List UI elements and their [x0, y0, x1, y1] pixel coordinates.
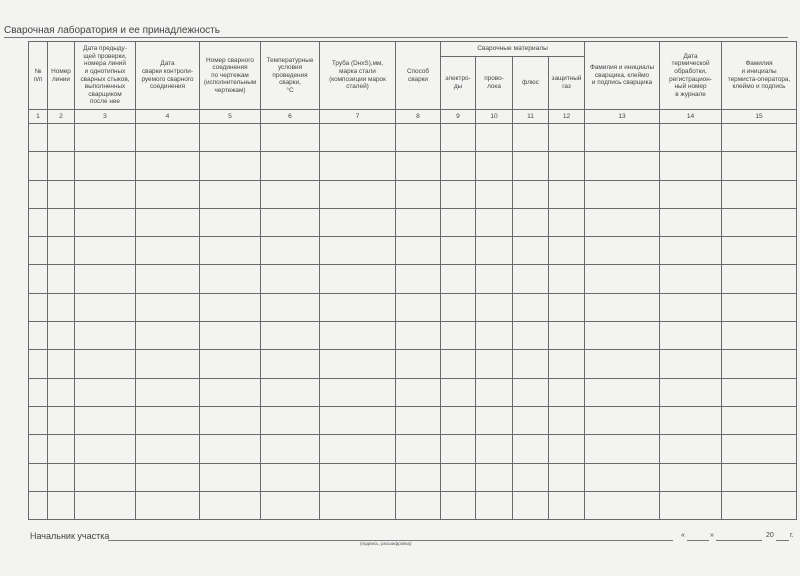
table-cell[interactable] — [722, 435, 797, 463]
table-cell[interactable] — [75, 491, 136, 519]
table-cell[interactable] — [549, 152, 585, 180]
table-cell[interactable] — [136, 406, 200, 434]
table-cell[interactable] — [29, 463, 48, 491]
table-row — [29, 124, 797, 152]
table-cell[interactable] — [660, 350, 722, 378]
table-cell[interactable] — [136, 265, 200, 293]
table-cell[interactable] — [261, 406, 320, 434]
table-cell[interactable] — [660, 265, 722, 293]
table-cell[interactable] — [549, 463, 585, 491]
table-cell[interactable] — [476, 350, 513, 378]
column-number: 15 — [722, 110, 797, 124]
table-cell[interactable] — [585, 435, 660, 463]
date-year-prefix: 20 — [766, 532, 774, 539]
table-cell[interactable] — [441, 237, 476, 265]
table-cell[interactable] — [476, 293, 513, 321]
table-cell[interactable] — [722, 322, 797, 350]
col-header-pipe-steel: Труба (DнхS),мм, марка стали (композиции марок сталей) — [320, 42, 396, 110]
table-row — [29, 152, 797, 180]
table-cell[interactable] — [136, 180, 200, 208]
table-cell[interactable] — [48, 322, 75, 350]
table-cell[interactable] — [320, 378, 396, 406]
table-cell[interactable] — [75, 265, 136, 293]
table-cell[interactable] — [585, 463, 660, 491]
col-header-number: № п/п — [29, 42, 48, 110]
table-cell[interactable] — [320, 463, 396, 491]
table-cell[interactable] — [75, 406, 136, 434]
table-cell[interactable] — [75, 350, 136, 378]
table-cell[interactable] — [585, 265, 660, 293]
col-header-welder: Фамилия и инициалы сварщика, клеймо и подпись сварщика — [585, 42, 660, 110]
table-cell[interactable] — [513, 463, 549, 491]
table-cell[interactable] — [585, 350, 660, 378]
table-cell[interactable] — [660, 435, 722, 463]
col-header-flux: флюс — [513, 57, 549, 110]
signature-caption: (подпись, расшифровка) — [360, 541, 412, 546]
table-cell[interactable] — [441, 152, 476, 180]
col-header-temperature: Температурные условия проведения сварки, °С — [261, 42, 320, 110]
table-cell[interactable] — [396, 322, 441, 350]
table-cell[interactable] — [261, 293, 320, 321]
table-cell[interactable] — [549, 491, 585, 519]
table-cell[interactable] — [261, 237, 320, 265]
table-cell[interactable] — [29, 406, 48, 434]
col-header-line-number: Номер линии — [48, 42, 75, 110]
table-cell[interactable] — [320, 208, 396, 236]
table-cell[interactable] — [660, 180, 722, 208]
table-cell[interactable] — [476, 463, 513, 491]
table-row — [29, 322, 797, 350]
table-cell[interactable] — [136, 491, 200, 519]
table-cell[interactable] — [261, 124, 320, 152]
table-row — [29, 265, 797, 293]
table-cell[interactable] — [75, 435, 136, 463]
table-cell[interactable] — [75, 237, 136, 265]
column-number-row — [29, 110, 797, 124]
table-cell[interactable] — [585, 152, 660, 180]
table-cell[interactable] — [320, 293, 396, 321]
section-title: Сварочная лаборатория и ее принадлежность — [4, 25, 220, 36]
table-cell[interactable] — [476, 435, 513, 463]
column-number: 10 — [476, 110, 513, 124]
table-cell[interactable] — [261, 350, 320, 378]
table-cell[interactable] — [29, 265, 48, 293]
table-cell[interactable] — [29, 152, 48, 180]
table-cell[interactable] — [48, 350, 75, 378]
table-cell[interactable] — [261, 208, 320, 236]
table-cell[interactable] — [513, 491, 549, 519]
table-row — [29, 378, 797, 406]
table-cell[interactable] — [513, 265, 549, 293]
table-cell[interactable] — [396, 124, 441, 152]
col-header-wire: прово- лока — [476, 57, 513, 110]
welding-journal-table — [28, 41, 797, 520]
table-row — [29, 491, 797, 519]
table-cell[interactable] — [513, 378, 549, 406]
table-cell[interactable] — [549, 378, 585, 406]
table-cell[interactable] — [200, 237, 261, 265]
table-cell[interactable] — [320, 406, 396, 434]
table-cell[interactable] — [722, 491, 797, 519]
table-cell[interactable] — [549, 237, 585, 265]
column-number: 12 — [549, 110, 585, 124]
table-cell[interactable] — [396, 463, 441, 491]
journal-body — [29, 110, 797, 520]
table-cell[interactable] — [200, 208, 261, 236]
table-cell[interactable] — [48, 406, 75, 434]
table-cell[interactable] — [549, 350, 585, 378]
table-cell[interactable] — [200, 152, 261, 180]
table-cell[interactable] — [136, 378, 200, 406]
table-cell[interactable] — [136, 124, 200, 152]
table-cell[interactable] — [48, 435, 75, 463]
table-row — [29, 180, 797, 208]
table-cell[interactable] — [200, 350, 261, 378]
table-cell[interactable] — [513, 350, 549, 378]
table-cell[interactable] — [585, 124, 660, 152]
table-cell[interactable] — [585, 237, 660, 265]
section-head-label: Начальник участка — [30, 531, 110, 541]
table-cell[interactable] — [29, 180, 48, 208]
date-year-suffix: г. — [790, 532, 794, 539]
table-cell[interactable] — [476, 322, 513, 350]
table-cell[interactable] — [396, 491, 441, 519]
table-cell[interactable] — [549, 124, 585, 152]
table-cell[interactable] — [722, 265, 797, 293]
table-cell[interactable] — [585, 378, 660, 406]
table-cell[interactable] — [441, 265, 476, 293]
table-cell[interactable] — [48, 152, 75, 180]
table-cell[interactable] — [476, 406, 513, 434]
table-cell[interactable] — [513, 152, 549, 180]
table-cell[interactable] — [396, 293, 441, 321]
table-cell[interactable] — [722, 463, 797, 491]
table-cell[interactable] — [261, 435, 320, 463]
table-cell[interactable] — [549, 293, 585, 321]
table-cell[interactable] — [29, 491, 48, 519]
table-cell[interactable] — [441, 124, 476, 152]
table-cell[interactable] — [396, 378, 441, 406]
table-cell[interactable] — [261, 463, 320, 491]
table-cell[interactable] — [722, 293, 797, 321]
table-cell[interactable] — [722, 208, 797, 236]
table-cell[interactable] — [476, 208, 513, 236]
table-cell[interactable] — [396, 152, 441, 180]
table-cell[interactable] — [722, 124, 797, 152]
table-cell[interactable] — [441, 406, 476, 434]
table-cell[interactable] — [585, 491, 660, 519]
table-cell[interactable] — [29, 322, 48, 350]
table-cell[interactable] — [29, 350, 48, 378]
table-cell[interactable] — [75, 208, 136, 236]
table-cell[interactable] — [549, 322, 585, 350]
table-cell[interactable] — [48, 237, 75, 265]
table-cell[interactable] — [48, 463, 75, 491]
table-cell[interactable] — [320, 152, 396, 180]
table-cell[interactable] — [396, 350, 441, 378]
table-cell[interactable] — [136, 463, 200, 491]
table-cell[interactable] — [513, 293, 549, 321]
table-cell[interactable] — [513, 180, 549, 208]
col-header-joint-number: Номер сварного соединения по чертежам (исполнительным чертежам) — [200, 42, 261, 110]
table-cell[interactable] — [476, 265, 513, 293]
table-cell[interactable] — [549, 208, 585, 236]
table-cell[interactable] — [660, 208, 722, 236]
table-cell[interactable] — [29, 293, 48, 321]
table-cell[interactable] — [200, 180, 261, 208]
column-number: 13 — [585, 110, 660, 124]
table-cell[interactable] — [585, 293, 660, 321]
table-cell[interactable] — [261, 491, 320, 519]
table-cell[interactable] — [476, 491, 513, 519]
table-cell[interactable] — [513, 322, 549, 350]
table-cell[interactable] — [660, 322, 722, 350]
table-cell[interactable] — [136, 350, 200, 378]
table-cell[interactable] — [660, 491, 722, 519]
table-cell[interactable] — [136, 293, 200, 321]
table-cell[interactable] — [320, 180, 396, 208]
title-underline — [4, 37, 788, 38]
table-cell[interactable] — [396, 265, 441, 293]
table-cell[interactable] — [320, 265, 396, 293]
table-cell[interactable] — [200, 378, 261, 406]
table-cell[interactable] — [441, 350, 476, 378]
table-cell[interactable] — [200, 293, 261, 321]
table-cell[interactable] — [513, 237, 549, 265]
table-cell[interactable] — [441, 435, 476, 463]
column-number: 14 — [660, 110, 722, 124]
table-cell[interactable] — [722, 237, 797, 265]
col-header-weld-method: Способ сварки — [396, 42, 441, 110]
table-cell[interactable] — [320, 435, 396, 463]
table-cell[interactable] — [75, 180, 136, 208]
table-cell[interactable] — [136, 237, 200, 265]
table-row — [29, 237, 797, 265]
table-cell[interactable] — [722, 378, 797, 406]
table-cell[interactable] — [320, 350, 396, 378]
table-cell[interactable] — [261, 152, 320, 180]
table-cell[interactable] — [136, 322, 200, 350]
table-cell[interactable] — [396, 406, 441, 434]
col-header-previous-check: Дата предыду- щей проверки, номера линий и однотипных сварных стыков, выполненных сварщиком после нее — [75, 42, 136, 110]
table-cell[interactable] — [513, 208, 549, 236]
col-header-heat-treatment: Дата термической обработки, регистрацион- ный номер в журнале — [660, 42, 722, 110]
column-number: 11 — [513, 110, 549, 124]
date-year-line — [776, 540, 789, 541]
table-cell[interactable] — [75, 293, 136, 321]
table-cell[interactable] — [29, 378, 48, 406]
table-cell[interactable] — [585, 180, 660, 208]
table-cell[interactable] — [722, 406, 797, 434]
table-row — [29, 406, 797, 434]
col-header-thermist: Фамилия и инициалы термиста-оператора, клеймо и подпись — [722, 42, 797, 110]
table-cell[interactable] — [441, 180, 476, 208]
table-cell[interactable] — [396, 208, 441, 236]
column-number: 7 — [320, 110, 396, 124]
table-cell[interactable] — [660, 406, 722, 434]
table-row — [29, 350, 797, 378]
column-number: 3 — [75, 110, 136, 124]
table-cell[interactable] — [585, 406, 660, 434]
table-cell[interactable] — [48, 124, 75, 152]
table-cell[interactable] — [660, 124, 722, 152]
table-cell[interactable] — [29, 124, 48, 152]
table-cell[interactable] — [722, 350, 797, 378]
table-cell[interactable] — [320, 322, 396, 350]
column-number: 9 — [441, 110, 476, 124]
table-row — [29, 293, 797, 321]
table-cell[interactable] — [48, 293, 75, 321]
date-month-line — [716, 540, 762, 541]
table-cell[interactable] — [549, 180, 585, 208]
table-cell[interactable] — [549, 406, 585, 434]
column-number: 4 — [136, 110, 200, 124]
table-cell[interactable] — [200, 463, 261, 491]
table-cell[interactable] — [513, 406, 549, 434]
table-cell[interactable] — [441, 208, 476, 236]
table-cell[interactable] — [660, 237, 722, 265]
table-cell[interactable] — [136, 435, 200, 463]
table-cell[interactable] — [136, 152, 200, 180]
table-cell[interactable] — [513, 124, 549, 152]
table-cell[interactable] — [75, 152, 136, 180]
table-cell[interactable] — [549, 265, 585, 293]
table-cell[interactable] — [549, 435, 585, 463]
column-number: 6 — [261, 110, 320, 124]
table-cell[interactable] — [660, 463, 722, 491]
table-cell[interactable] — [722, 180, 797, 208]
table-cell[interactable] — [396, 237, 441, 265]
table-cell[interactable] — [441, 378, 476, 406]
column-number: 5 — [200, 110, 261, 124]
table-cell[interactable] — [29, 435, 48, 463]
date-open-quote: « — [681, 532, 685, 539]
table-cell[interactable] — [722, 152, 797, 180]
table-cell[interactable] — [29, 208, 48, 236]
column-number: 1 — [29, 110, 48, 124]
table-cell[interactable] — [200, 406, 261, 434]
table-cell[interactable] — [75, 124, 136, 152]
table-cell[interactable] — [585, 208, 660, 236]
col-header-welding-materials: Сварочные материалы — [441, 42, 585, 57]
table-cell[interactable] — [320, 124, 396, 152]
table-cell[interactable] — [441, 491, 476, 519]
date-day-line — [687, 540, 709, 541]
table-cell[interactable] — [48, 265, 75, 293]
table-cell[interactable] — [660, 293, 722, 321]
table-cell[interactable] — [320, 491, 396, 519]
table-cell[interactable] — [585, 322, 660, 350]
table-cell[interactable] — [441, 293, 476, 321]
table-cell[interactable] — [261, 180, 320, 208]
table-cell[interactable] — [200, 435, 261, 463]
table-cell[interactable] — [48, 208, 75, 236]
table-cell[interactable] — [75, 463, 136, 491]
col-header-weld-date: Дата сварки контроли- руемого сварного соединения — [136, 42, 200, 110]
table-row — [29, 208, 797, 236]
table-cell[interactable] — [200, 124, 261, 152]
column-number: 8 — [396, 110, 441, 124]
table-cell[interactable] — [136, 208, 200, 236]
table-cell[interactable] — [200, 322, 261, 350]
column-number: 2 — [48, 110, 75, 124]
table-cell[interactable] — [200, 265, 261, 293]
table-cell[interactable] — [261, 378, 320, 406]
table-row — [29, 463, 797, 491]
table-cell[interactable] — [48, 180, 75, 208]
col-header-electrodes: электро- ды — [441, 57, 476, 110]
date-close-quote: » — [710, 532, 714, 539]
table-cell[interactable] — [441, 322, 476, 350]
table-cell[interactable] — [261, 265, 320, 293]
table-cell[interactable] — [660, 378, 722, 406]
table-cell[interactable] — [200, 491, 261, 519]
table-cell[interactable] — [48, 491, 75, 519]
table-row — [29, 435, 797, 463]
table-cell[interactable] — [476, 237, 513, 265]
table-cell[interactable] — [48, 378, 75, 406]
col-header-shielding-gas: защитный газ — [549, 57, 585, 110]
table-cell[interactable] — [396, 435, 441, 463]
table-cell[interactable] — [660, 152, 722, 180]
table-cell[interactable] — [476, 180, 513, 208]
table-cell[interactable] — [75, 378, 136, 406]
table-cell[interactable] — [320, 237, 396, 265]
table-cell[interactable] — [476, 378, 513, 406]
table-cell[interactable] — [75, 322, 136, 350]
table-cell[interactable] — [396, 180, 441, 208]
table-cell[interactable] — [441, 463, 476, 491]
table-cell[interactable] — [29, 237, 48, 265]
table-cell[interactable] — [476, 152, 513, 180]
table-cell[interactable] — [476, 124, 513, 152]
table-cell[interactable] — [261, 322, 320, 350]
table-cell[interactable] — [513, 435, 549, 463]
